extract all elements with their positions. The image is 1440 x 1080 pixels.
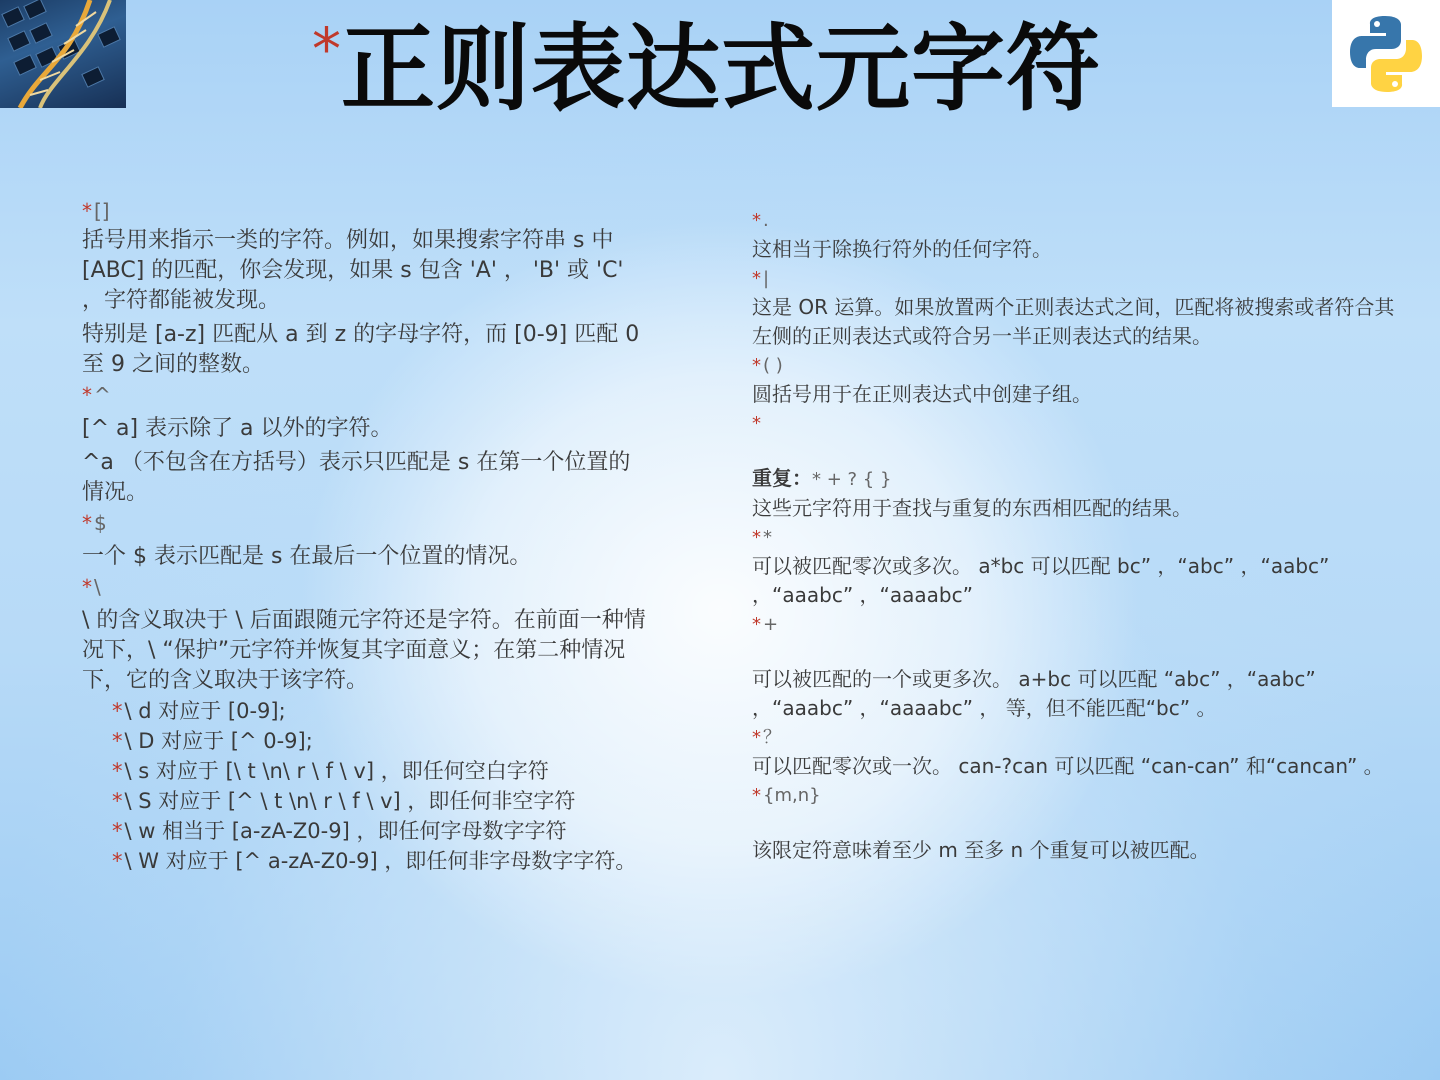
heading-parens: * ( ) xyxy=(752,355,783,376)
para-pipe: 这是 OR 运算。如果放置两个正则表达式之间，匹配将被搜索或者符合其左侧的正则表达式或符合另一半正则表达式的结果。 xyxy=(752,295,1395,348)
para-caret-1: [^ a] 表示除了 a 以外的字符。 xyxy=(82,416,393,441)
para-brackets-1: 括号用来指示一类的字符。例如，如果搜索字符串 s 中 [ABC] 的匹配，你会发现，如果 s 包含 'A' ， 'B' 或 'C' ，字符都能被发现。 xyxy=(82,228,624,313)
dna-keyboard-image xyxy=(0,0,126,108)
para-dollar: 一个 $ 表示匹配是 s 在最后一个位置的情况。 xyxy=(82,544,532,569)
sub-item-S: *\ S 对应于 [^ \ t \n\ r \ f \ v] ，即任何非空字符 xyxy=(112,789,576,813)
sub-item-W: *\ W 对应于 [^ a-zA-Z0-9] ，即任何非字母数字字符。 xyxy=(112,849,637,873)
heading-brackets: * [] xyxy=(82,199,110,223)
para-dot: 这相当于除换行符外的任何字符。 xyxy=(752,237,1052,261)
heading-pipe: * | xyxy=(752,268,770,289)
heading-dollar: * $ xyxy=(82,511,107,535)
sub-item-s: *\ s 对应于 [\ t \n\ r \ f \ v] ，即任何空白字符 xyxy=(112,759,549,783)
left-column xyxy=(82,196,652,876)
title-text: 正则表达式元字符 xyxy=(341,15,1102,124)
heading-plus: * + xyxy=(752,614,779,635)
para-repeat: 这些元字符用于查找与重复的东西相匹配的结果。 xyxy=(752,496,1192,520)
para-plus: 可以被匹配的一个或更多次。 a+bc 可以匹配 “abc” ，“aabc” ，“aaabc” ，“aaaabc” ， 等，但不能匹配“bc” 。 xyxy=(752,667,1316,720)
heading-caret: * ^ xyxy=(82,383,111,407)
title-bullet: * xyxy=(312,15,341,83)
sub-item-d: *\ d 对应于 [0-9]; xyxy=(112,699,286,723)
heading-backslash: * \ xyxy=(82,575,101,599)
para-backslash: \ 的含义取决于 \ 后面跟随元字符还是字符。在前面一种情况下，\ “保护”元字符并恢复其字面意义；在第二种情况下，它的含义取决于该字符。 xyxy=(82,608,646,693)
para-brackets-2: 特别是 [a-z] 匹配从 a 到 z 的字母字符，而 [0-9] 匹配 0 至 9 之间的整数。 xyxy=(82,322,640,377)
para-star: 可以被匹配零次或多次。 a*bc 可以匹配 bc” ，“abc” ，“aabc” ，“aaabc” ，“aaaabc” xyxy=(752,554,1330,607)
heading-dot: * . xyxy=(752,210,769,231)
right-column xyxy=(752,206,1412,865)
repeat-heading: 重复：* + ? { } xyxy=(752,466,892,490)
para-caret-2: ^a （不包含在方括号）表示只匹配是 s 在第一个位置的情况。 xyxy=(82,450,631,505)
heading-star: * * xyxy=(752,527,772,548)
heading-question: * ？ xyxy=(752,727,781,748)
sub-item-D: *\ D 对应于 [^ 0-9]; xyxy=(112,729,313,753)
sub-item-w: *\ w 相当于 [a-zA-Z0-9] ，即任何字母数字字符 xyxy=(112,819,567,843)
heading-empty: * xyxy=(752,413,761,434)
heading-range: * {m,n} xyxy=(752,785,821,806)
para-parens: 圆括号用于在正则表达式中创建子组。 xyxy=(752,382,1092,406)
para-range: 该限定符意味着至少 m 至多 n 个重复可以被匹配。 xyxy=(752,838,1210,862)
python-logo xyxy=(1332,0,1440,107)
para-question: 可以匹配零次或一次。 can-?can 可以匹配 “can-can” 和“cancan” 。 xyxy=(752,754,1384,778)
slide-title xyxy=(312,14,1101,124)
